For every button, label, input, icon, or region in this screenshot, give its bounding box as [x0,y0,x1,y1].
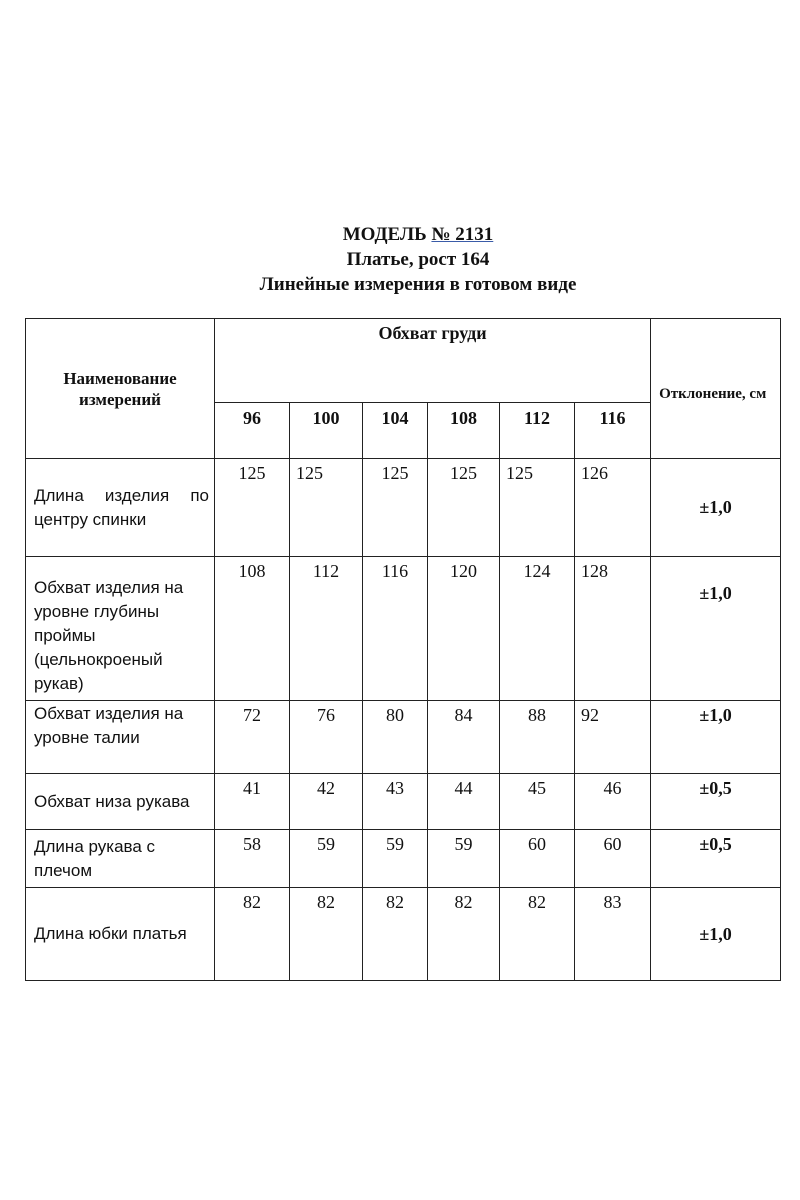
model-number: № 2131 [431,224,494,245]
value-cell: 83 [575,888,651,981]
value-cell: 82 [500,888,575,981]
row-name: Обхват изделия на уровне талии [26,701,215,774]
row-name: Обхват изделия на уровне глубины проймы (цельнокроеный рукав) [26,557,215,701]
value-cell: 116 [363,557,428,701]
value-cell: 59 [290,830,363,888]
value-cell: 108 [215,557,290,701]
value-cell: 72 [215,701,290,774]
value-cell: 60 [500,830,575,888]
value-cell: 126 [575,459,651,557]
value-cell: 125 [500,459,575,557]
tolerance-cell: ±1,0 [651,557,781,701]
row-name: Длина изделия по центру спинки [26,459,215,557]
value-cell: 125 [290,459,363,557]
value-cell: 82 [290,888,363,981]
value-cell: 43 [363,774,428,830]
value-cell: 84 [428,701,500,774]
value-cell: 125 [428,459,500,557]
size-header: 108 [428,403,500,459]
value-cell: 42 [290,774,363,830]
tolerance-cell: ±1,0 [651,701,781,774]
table-row [26,459,781,557]
tolerance-cell: ±0,5 [651,830,781,888]
table-row [26,701,781,774]
value-cell: 92 [575,701,651,774]
size-header: 116 [575,403,651,459]
value-cell: 88 [500,701,575,774]
value-cell: 125 [363,459,428,557]
measurements-table [25,318,781,981]
value-cell: 58 [215,830,290,888]
tolerance-cell: ±0,5 [651,774,781,830]
size-header: 104 [363,403,428,459]
value-cell: 82 [363,888,428,981]
value-cell: 128 [575,557,651,701]
row-name: Длина юбки платья [26,888,215,981]
name-header: Наименование измерений [26,319,215,459]
value-cell: 44 [428,774,500,830]
row-name: Длина рукава с плечом [26,830,215,888]
value-cell: 125 [215,459,290,557]
value-cell: 45 [500,774,575,830]
document-header [0,222,800,297]
value-cell: 46 [575,774,651,830]
table-row [26,774,781,830]
value-cell: 59 [363,830,428,888]
value-cell: 82 [428,888,500,981]
model-title [0,222,800,247]
subtitle: Платье, рост 164 [346,249,490,270]
size-header: 96 [215,403,290,459]
tolerance-cell: ±1,0 [651,459,781,557]
value-cell: 59 [428,830,500,888]
header-row [26,319,781,403]
value-cell: 82 [215,888,290,981]
value-cell: 76 [290,701,363,774]
girth-header: Обхват груди [215,319,651,403]
tolerance-cell: ±1,0 [651,888,781,981]
value-cell: 120 [428,557,500,701]
table-row [26,557,781,701]
table-row [26,830,781,888]
value-cell: 112 [290,557,363,701]
value-cell: 80 [363,701,428,774]
size-header: 100 [290,403,363,459]
caption: Линейные измерения в готовом виде [259,274,577,295]
size-header: 112 [500,403,575,459]
value-cell: 60 [575,830,651,888]
row-name: Обхват низа рукава [26,774,215,830]
table-row [26,888,781,981]
value-cell: 41 [215,774,290,830]
value-cell: 124 [500,557,575,701]
deviation-header: Отклонение, см [651,319,781,459]
model-label: МОДЕЛЬ [342,224,427,245]
